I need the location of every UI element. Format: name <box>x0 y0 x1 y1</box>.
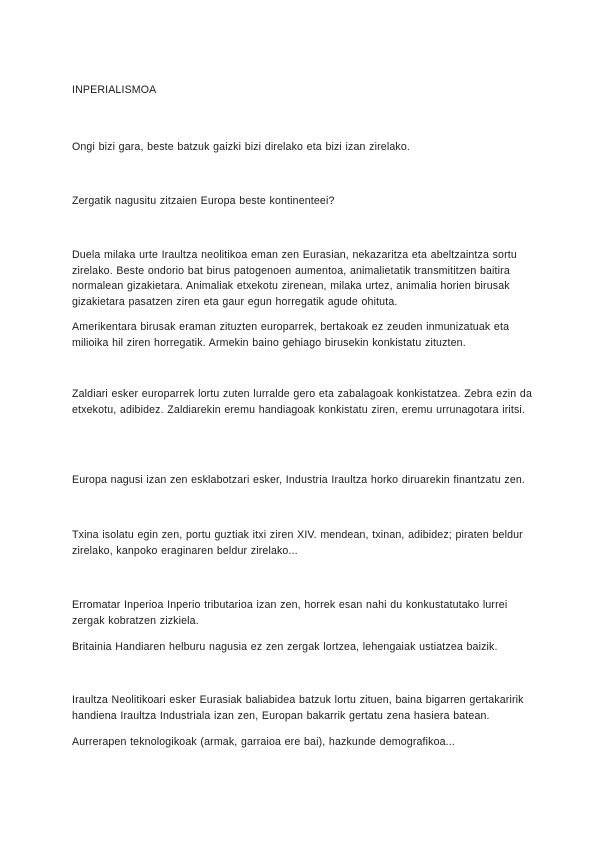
document-title: INPERIALISMOA <box>72 84 157 96</box>
paragraph-britain: Britainia Handiaren helburu nagusia ez zen zergak lortzea, lehengaiak ustiatzea baizik. <box>72 641 498 653</box>
paragraph-slavery: Europa nagusi izan zen esklabotzari esker, Industria Iraultza horko diruarekin finantzatu zen. <box>72 474 526 486</box>
paragraph-roman-empire: Erromatar Inperioa Inperio tributarioa izan zen, horrek esan nahi du konkustatutako lurrei zergak kobratzen zizkiela. <box>72 599 508 627</box>
paragraph-america-viruses: Amerikentara birusak eraman zituzten europarrek, bertakoak ez zeuden inmunizatuak eta milioika hil ziren horregatik. Armekin baino gehiago birusekin konkistatu zituzten. <box>72 321 510 349</box>
paragraph-technology: Aurrerapen teknologikoak (armak, garraioa ere bai), hazkunde demografikoa... <box>72 736 455 748</box>
paragraph-neolithic: Duela milaka urte Iraultza neolitikoa eman zen Eurasian, nekazaritza eta abeltzaintza sortu zirelako. Beste ondorio bat birus patogenoen aumentoa, animalietatik transmititzen baitira normalean gizakietara. Animaliak etxekotu zirenean, milaka urtez, animalia horien birusak gizakietara pasatzen ziren eta gaur egun horregatik agude ohituta. <box>72 249 517 308</box>
paragraph-china: Txina isolatu egin zen, portu guztiak itxi ziren XIV. mendean, txinan, adibidez; piraten beldur zirelako, kanpoko eraginaren beldur zirelako... <box>72 529 523 557</box>
paragraph-question: Zergatik nagusitu zitzaien Europa beste kontinenteei? <box>72 195 335 207</box>
paragraph-horses: Zaldiari esker europarrek lortu zuten lurralde gero eta zabalagoak konkistatzea. Zebra ezin da etxekotu, adibidez. Zaldiarekin eremu handiagoak konkistatu ziren, eremu urrunagotara iritsi. <box>72 388 532 416</box>
paragraph-intro: Ongi bizi gara, beste batzuk gaizki bizi direlako eta bizi izan zirelako. <box>72 141 410 153</box>
paragraph-industrial-revolution: Iraultza Neolitikoari esker Eurasiak baliabidea batzuk lortu zituen, baina bigarren gertakaririk handiena Iraultza Industriala izan zen, Europan bakarrik gertatu zena hasiera batean. <box>72 694 524 722</box>
